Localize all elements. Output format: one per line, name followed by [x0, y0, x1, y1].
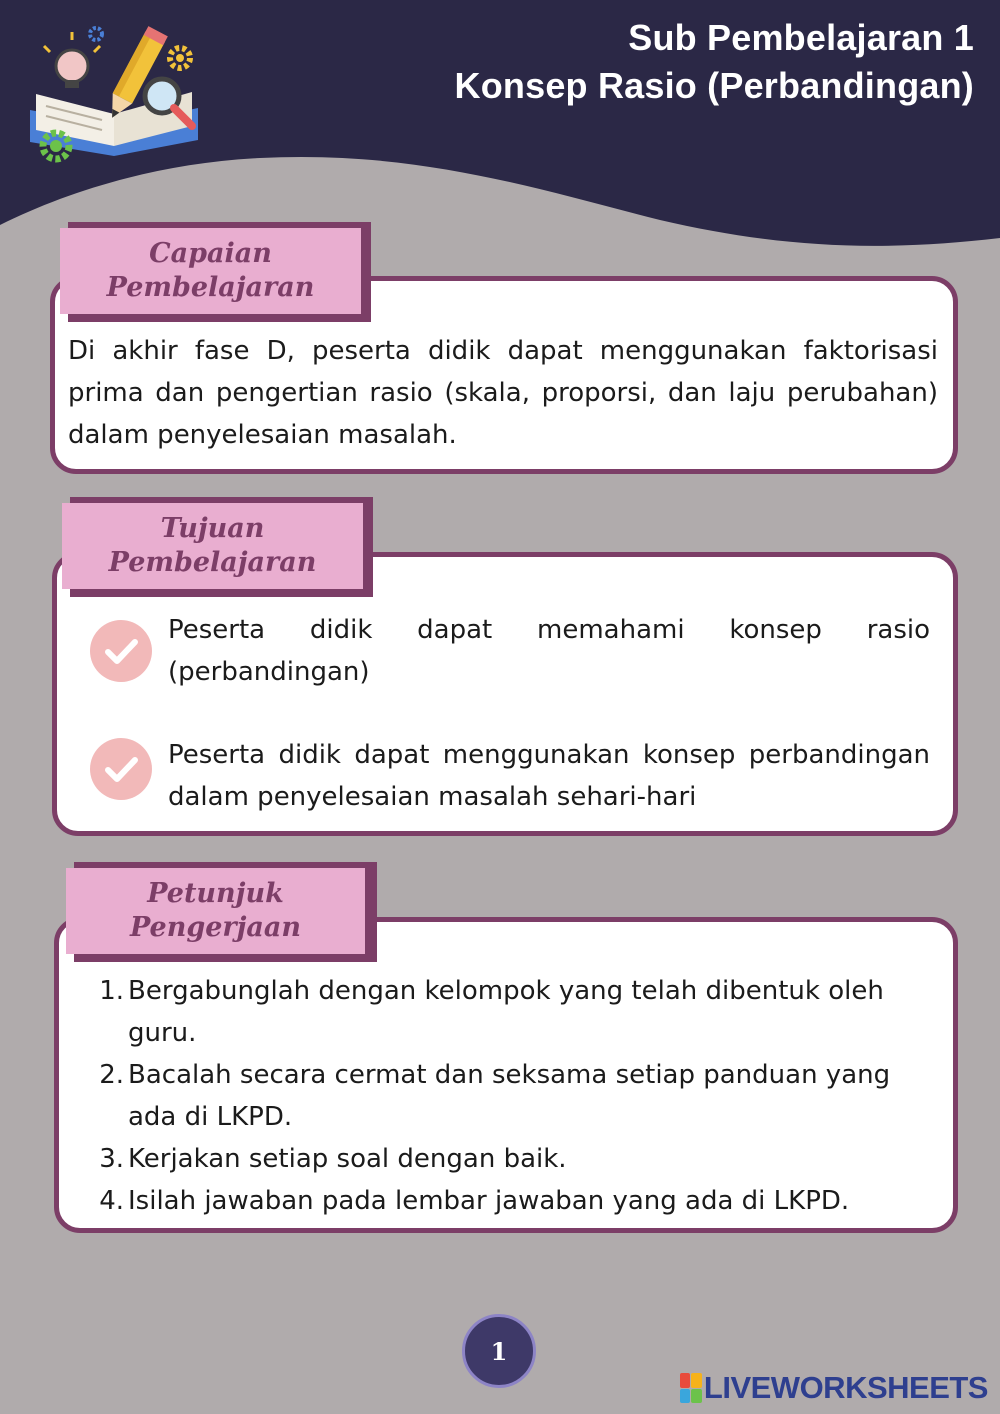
- capaian-text: Di akhir fase D, peserta didik dapat menggunakan faktorisasi prima dan pengertian rasio (skala, proporsi, dan laju perubahan) dalam penyelesaian masalah.: [68, 336, 938, 450]
- petunjuk-tab: [66, 868, 365, 954]
- check-icon: [90, 620, 152, 682]
- step-text: Isilah jawaban pada lembar jawaban yang ada di LKPD.: [128, 1186, 850, 1216]
- capaian-tab-line-1: Capaian: [149, 238, 272, 269]
- petunjuk-tab-line-1: Petunjuk: [147, 878, 284, 909]
- brand-name: LIVEWORKSHEETS: [703, 1370, 988, 1405]
- petunjuk-tab-line-2: Pengerjaan: [129, 912, 302, 943]
- title-line-1: Sub Pembelajaran 1: [628, 17, 974, 58]
- tujuan-item-1: Peserta didik dapat memahami konsep rasio (perbandingan): [168, 615, 930, 687]
- tujuan-item-2: Peserta didik dapat menggunakan konsep perbandingan dalam penyelesaian masalah sehari-hari: [168, 740, 930, 812]
- list-item: [90, 1138, 930, 1180]
- list-item: [90, 1054, 930, 1138]
- step-number: 3.: [99, 1144, 124, 1174]
- title-line-2: Konsep Rasio (Perbandingan): [454, 65, 974, 106]
- petunjuk-steps: [90, 970, 930, 1222]
- list-item: [90, 970, 930, 1054]
- step-text: Bergabunglah dengan kelompok yang telah dibentuk oleh guru.: [128, 976, 884, 1048]
- step-text: Kerjakan setiap soal dengan baik.: [128, 1144, 567, 1174]
- step-number: 4.: [99, 1186, 124, 1216]
- step-text: Bacalah secara cermat dan seksama setiap panduan yang ada di LKPD.: [128, 1060, 891, 1132]
- step-number: 2.: [99, 1060, 124, 1090]
- capaian-tab: [60, 228, 361, 314]
- liveworksheets-mark-icon: [680, 1373, 702, 1403]
- education-logo-icon: [22, 22, 212, 172]
- tujuan-tab: [62, 503, 363, 589]
- step-number: 1.: [99, 976, 124, 1006]
- check-icon: [90, 738, 152, 800]
- list-item: [90, 1180, 930, 1222]
- capaian-tab-line-2: Pembelajaran: [106, 272, 315, 303]
- tujuan-tab-line-1: Tujuan: [160, 513, 265, 544]
- page-title: [455, 14, 974, 110]
- tujuan-tab-line-2: Pembelajaran: [108, 547, 317, 578]
- page-number: 1: [462, 1314, 536, 1388]
- liveworksheets-logo[interactable]: [680, 1370, 988, 1406]
